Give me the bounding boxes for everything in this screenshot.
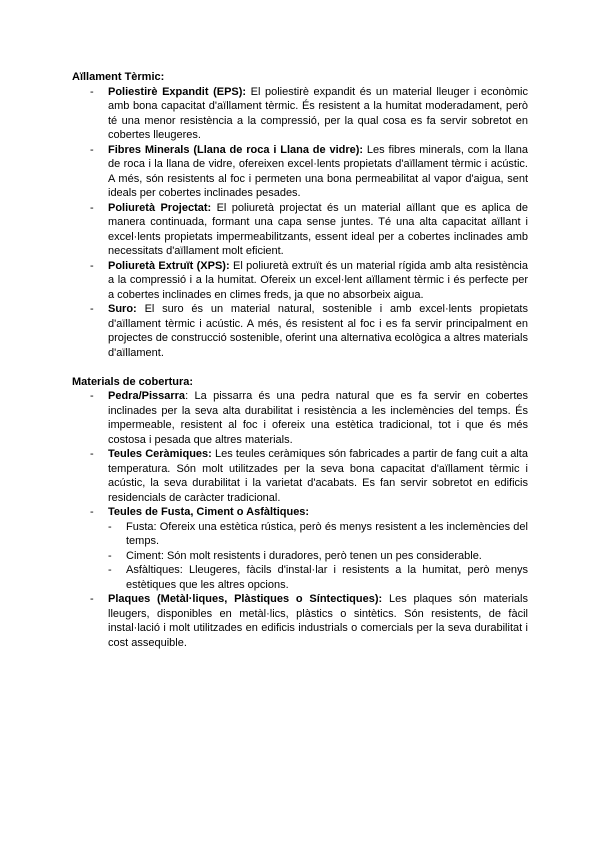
list-item	[72, 505, 528, 592]
document-page	[72, 70, 528, 650]
roofing-materials-list	[72, 389, 528, 650]
item-term: Poliestirè Expandit (EPS):	[108, 85, 247, 98]
section-heading-roofing-materials: Materials de cobertura:	[72, 375, 194, 388]
item-term: Teules Ceràmiques:	[108, 448, 212, 460]
bullet-dash: -	[90, 593, 94, 605]
bullet-dash: -	[90, 85, 94, 98]
subitem-text: Ciment: Són molt resistents i duradores, però tenen un pes considerable.	[126, 549, 482, 562]
item-text: El poliuretà extruït és un material rígida amb alta resistència a la compressió i a la humitat. Ofereix un excel·lent aïllament tèrmic i és perfecte per a cobertes inclinades en climes freds, ja que no absorbeix aigua.	[108, 259, 528, 301]
list-item	[72, 389, 528, 447]
item-text: : La pissarra és una pedra natural que es fa servir en cobertes inclinades per la seva alta durabilitat i resistència a les inclemències del temps. És impermeable, resistent al foc i ofereix una estètica tradicional, tot i que és més costosa i pesada que altres materials.	[108, 390, 528, 446]
item-text: Les teules ceràmiques són fabricades a partir de fang cuit a alta temperatura. Són molt utilitzades per la seva bona capacitat d'aïllament tèrmic i acústic, la seva durabilitat i la varietat d'acabats. Es fan servir sobretot en edificis residencials de caràcter tradicional.	[108, 448, 528, 504]
bullet-dash: -	[90, 506, 94, 518]
item-term: Fibres Minerals (Llana de roca i Llana de vidre):	[108, 143, 364, 156]
bullet-dash: -	[90, 448, 94, 460]
list-item	[72, 302, 528, 360]
tile-types-sublist	[108, 520, 528, 593]
item-term: Poliuretà Extruït (XPS):	[108, 259, 230, 272]
item-text: El suro és un material natural, sostenible i amb excel·lents propietats d'aïllament tèrmic i acústic. A més, és resistent al foc i es fa servir principalment en projectes de construcció sostenible, oferint una alternativa ecològica a altres materials d'aïllament.	[108, 303, 528, 359]
thermal-insulation-list	[72, 85, 528, 361]
item-term: Poliuretà Projectat:	[108, 201, 212, 214]
sublist-item	[108, 563, 528, 592]
subitem-text: Fusta: Ofereix una estètica rústica, però és menys resistent a les inclemències del temps.	[126, 520, 528, 547]
list-item	[72, 592, 528, 650]
sublist-item	[108, 520, 528, 549]
list-item	[72, 447, 528, 505]
section-spacer	[72, 360, 528, 375]
item-text: Les fibres minerals, com la llana de roca i la llana de vidre, ofereixen excel·lents propietats d'aïllament tèrmic i acústic. A més, són resistents al foc i permeten una bona permeabilitat al vapor d'aigua, sent ideals per cobertes inclinades pesades.	[108, 143, 528, 199]
bullet-dash: -	[90, 201, 94, 214]
list-item	[72, 143, 528, 201]
bullet-dash: -	[90, 259, 94, 272]
section-heading-thermal-insulation: Aïllament Tèrmic:	[72, 71, 165, 83]
list-item	[72, 201, 528, 259]
item-text: Les plaques són materials lleugers, disponibles en metàl·lics, plàstics o sintètics. Són resistents, de fàcil instal·lació i molt utilitzades en edificis industrials o comercials per la seva durabilitat i cost assequible.	[108, 593, 528, 649]
item-term: Pedra/Pissarra	[108, 390, 186, 402]
item-text: El poliestirè expandit és un material lleuger i econòmic amb bona capacitat d'aïllament tèrmic. És resistent a la humitat moderadament, però té una menor resistència a la compressió, per la qual cosa es fa servir sobretot en cobertes lleugeres.	[108, 85, 528, 141]
item-term: Suro:	[108, 303, 137, 315]
subitem-text: Asfàltiques: Lleugeres, fàcils d'instal·lar i resistents a la humitat, però menys estètiques que les altres opcions.	[126, 564, 528, 591]
sublist-item	[108, 549, 528, 564]
item-term: Plaques (Metàl·liques, Plàstiques o Síntectiques):	[108, 593, 383, 605]
bullet-dash: -	[108, 564, 112, 576]
bullet-dash: -	[90, 303, 94, 315]
bullet-dash: -	[108, 520, 112, 533]
bullet-dash: -	[90, 390, 94, 402]
list-item	[72, 259, 528, 303]
item-text: El poliuretà projectat és un material aïllant que es aplica de manera continuada, formant una capa sense juntes. Té una alta capacitat aïllant i excel·lents propietats impermeabilitzants, essent ideal per a cobertes inclinades amb necessitats d'aïllament molt eficient.	[108, 201, 529, 257]
list-item	[72, 85, 528, 143]
bullet-dash: -	[90, 143, 94, 156]
item-term: Teules de Fusta, Ciment o Asfàltiques:	[108, 506, 310, 518]
bullet-dash: -	[108, 549, 112, 562]
